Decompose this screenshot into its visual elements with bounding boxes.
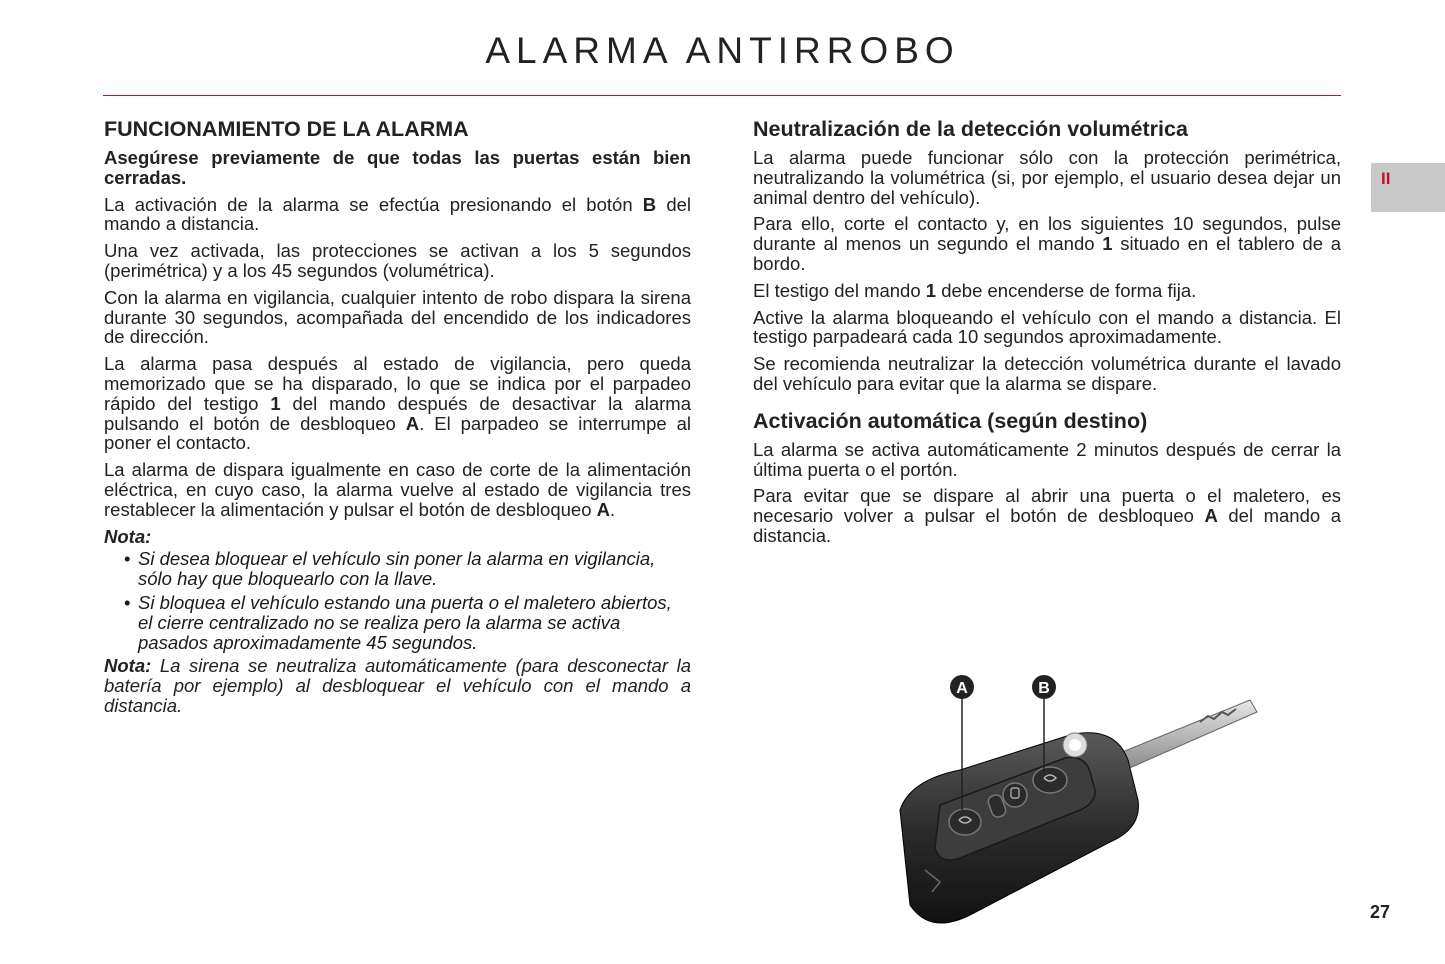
chapter-label: II <box>1381 169 1391 188</box>
paragraph-avoid-trigger: Para evitar que se dispare al abrir una puerta o el maletero, es necesario volver a pulsar el botón de desbloqueo A del mando a distancia. <box>753 485 1341 546</box>
paragraph-auto: La alarma se activa automáticamente 2 minutos después de cerrar la última puerta o el portón. <box>753 438 1341 480</box>
chapter-tab <box>1371 163 1445 212</box>
paragraph-siren: Con la alarma en vigilancia, cualquier intento de robo dispara la sirena durante 30 segundos, acompañada del encendido de los indicadores de dirección. <box>104 286 691 348</box>
callout-b <box>1032 675 1056 699</box>
paragraph-perimetric: La alarma puede funcionar sólo con la protección perimétrica, neutralizando la volumétrica (si, por ejemplo, el usuario desea dejar un animal dentro del vehículo). <box>753 147 1341 208</box>
paragraph-recommendation: Se recomienda neutralizar la detección volumétrica durante el lavado del vehículo para evitar que la alarma se dispare. <box>753 353 1341 394</box>
key-blade <box>1115 700 1257 770</box>
paragraph-indicator: El testigo del mando 1 debe encenderse de forma fija. <box>753 279 1197 301</box>
title-divider <box>103 95 1341 96</box>
note-siren: Nota: La sirena se neutraliza automáticamente (para desconectar la batería por ejemplo) al desbloquear el vehículo con el mando a distancia. <box>104 655 691 716</box>
paragraph-protections: Una vez activada, las protecciones se activan a los 5 segundos (perimétrica) y a los 45 segundos (volumétrica). <box>104 240 691 281</box>
paragraph-activation: La activación de la alarma se efectúa presionando el botón B del mando a distancia. <box>104 193 692 235</box>
svg-text:A: A <box>956 680 968 697</box>
section-heading-volumetric: Neutralización de la detección volumétrica <box>753 117 1188 141</box>
lead-paragraph: Asegúrese previamente de que todas las puertas están bien cerradas. <box>104 147 691 188</box>
list-item: • Si bloquea el vehículo estando una puerta o el maletero abiertos, el cierre centralizado no se realiza pero la alarma se activa pasados aproximadamente 45 segundos. <box>124 593 691 652</box>
list-item: • Si desea bloquear el vehículo sin poner la alarma en vigilancia, sólo hay que bloquearlo con la llave. <box>124 549 691 589</box>
paragraph-activate: Active la alarma bloqueando el vehículo con el mando a distancia. El testigo parpadeará cada 10 segundos aproximadamente. <box>753 306 1341 348</box>
note-bullet-list <box>104 549 691 652</box>
paragraph-memorized: La alarma pasa después al estado de vigilancia, pero queda memorizado que se ha disparado, lo que se indica por el parpadeo rápido del testigo 1 del mando después de desactivar la alarma pulsando el botón de desbloqueo A. El parpadeo se interrumpe al poner el contacto. <box>104 353 691 454</box>
fob-body <box>900 733 1138 923</box>
note-label: Nota: <box>104 525 152 547</box>
page-title: ALARMA ANTIRROBO <box>485 30 960 71</box>
section-heading-alarm-operation: FUNCIONAMIENTO DE LA ALARMA <box>104 117 469 141</box>
paragraph-procedure: Para ello, corte el contacto y, en los siguientes 10 segundos, pulse durante al menos un segundo el mando 1 situado en el tablero de a bordo. <box>753 213 1341 274</box>
remote-key-fob-icon <box>880 660 1270 940</box>
paragraph-power-cut: La alarma de dispara igualmente en caso de corte de la alimentación eléctrica, en cuyo caso, la alarma vuelve al estado de vigilancia tres restablecer la alimentación y pulsar el botón de desbloqueo A. <box>104 459 691 520</box>
section-heading-auto-activation: Activación automática (según destino) <box>753 408 1148 433</box>
svg-text:B: B <box>1038 680 1050 697</box>
right-column <box>753 116 1341 553</box>
callout-a <box>950 675 974 699</box>
left-column <box>104 116 691 723</box>
page-number: 27 <box>1370 902 1391 922</box>
